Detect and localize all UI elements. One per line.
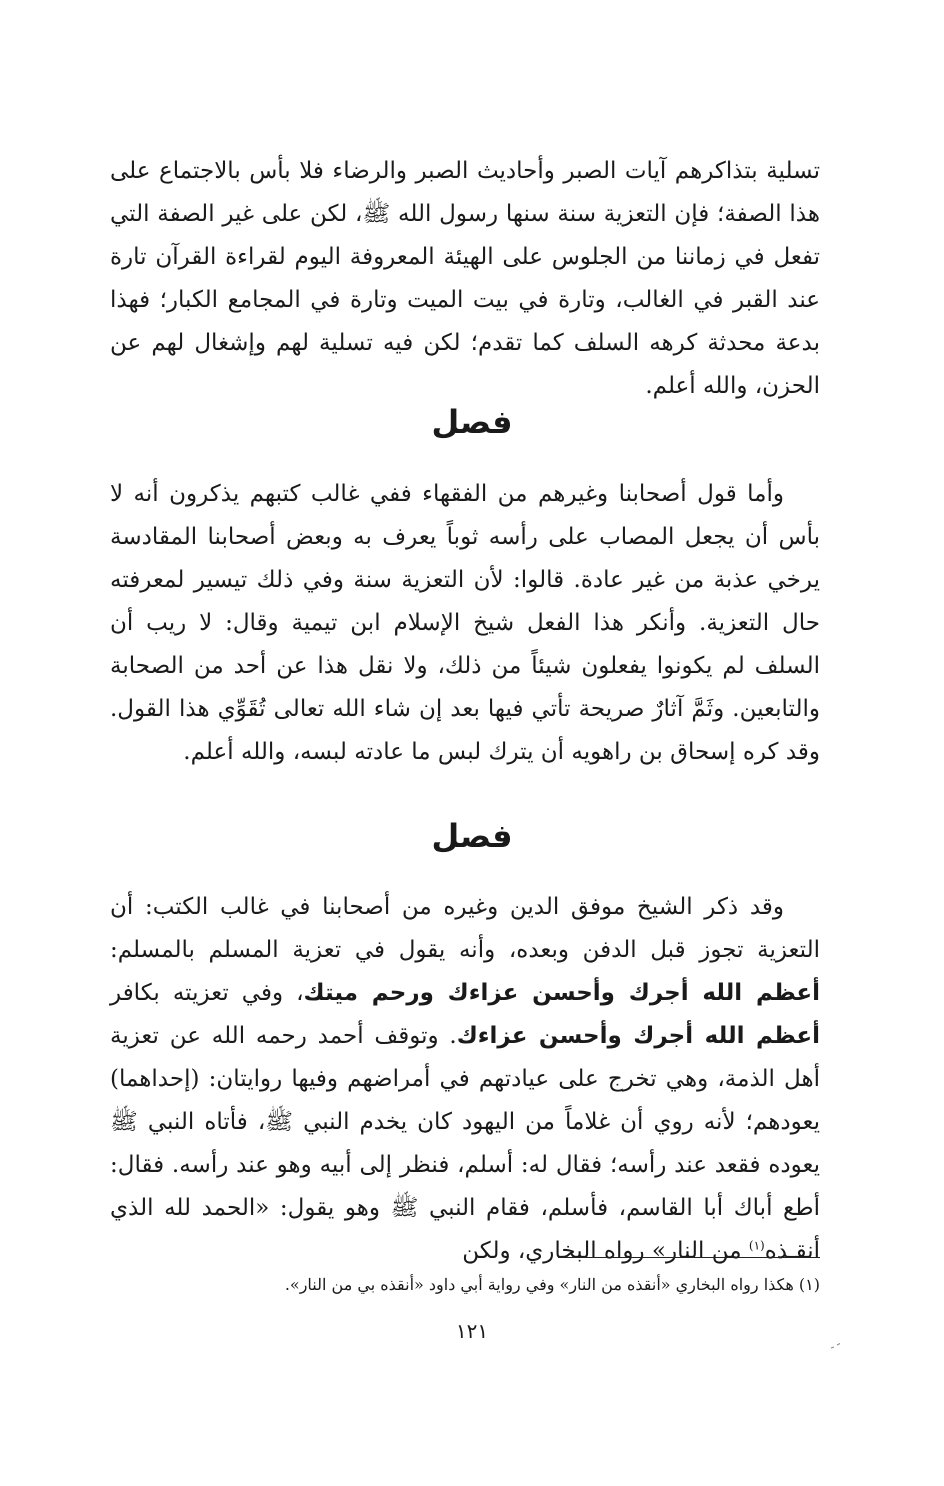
section-heading-1: فصل <box>431 403 513 441</box>
condolence-formula-muslim: أعظم الله أجرك وأحسن عزاءك ورحم ميتك <box>303 980 820 1006</box>
footnote-reference: (١) <box>748 1238 765 1253</box>
paragraph-3-part-3: . وتوقف أحمد رحمه الله عن تعزية أهل الذمة، وهي تخرج على عيادتهم في أمراضهم وفيها روايتان: (إحداهما) يعودهم؛ لأنه روي أن غلاماً من اليهود كان يخدم النبي ﷺ، فأتاه النبي ﷺ يعوده فقعد عند رأسه؛ فقال له: أسلم، فنظر إلى أبيه وهو عند رأسه. فقال: أطع أباك أبا القاسم، فأسلم، فقام النبي ﷺ وهو يقول: «الحمد لله الذي أنقـذه <box>110 1023 820 1264</box>
paragraph-3 <box>110 886 820 1273</box>
paragraph-2 <box>110 473 820 774</box>
paragraph-3-part-1: وقد ذكر الشيخ موفق الدين وغيره من أصحابنا في غالب الكتب: أن التعزية تجوز قبل الدفن وبعده، وأنه يقول في تعزية المسلم بالمسلم: <box>110 894 820 963</box>
paragraph-1-text: تسلية بتذاكرهم آيات الصبر وأحاديث الصبر والرضاء فلا بأس بالاجتماع على هذا الصفة؛ فإن التعزية سنة سنها رسول الله ﷺ، لكن على غير الصفة التي تفعل في زماننا من الجلوس على الهيئة المعروفة اليوم لقراءة القرآن تارة عند القبر في الغالب، وتارة في بيت الميت وتارة في المجامع الكبار؛ فهذا بدعة محدثة كرهه السلف كما تقدم؛ لكن فيه تسلية لهم وإشغال لهم عن الحزن، والله أعلم. <box>110 158 820 399</box>
section-heading-2: فصل <box>431 817 513 855</box>
paragraph-3-text <box>110 886 820 1273</box>
paragraph-2-text: وأما قول أصحابنا وغيرهم من الفقهاء ففي غالب كتبهم يذكرون أنه لا بأس أن يجعل المصاب على رأسه ثوباً يعرف به وبعض أصحابنا المقادسة يرخي عذبة من غير عادة. قالوا: لأن التعزية سنة وفي ذلك تيسير لمعرفته حال التعزية. وأنكر هذا الفعل شيخ الإسلام ابن تيمية وقال: لا ريب أن السلف لم يكونوا يفعلون شيئاً من ذلك، ولا نقل هذا عن أحد من الصحابة والتابعين. وثَمَّ آثارٌ صريحة تأتي فيها بعد إن شاء الله تعالى تُقَوِّي هذا القول. وقد كره إسحاق بن راهويه أن يترك لبس ما عادته لبسه، والله أعلم. <box>110 481 820 765</box>
paragraph-1 <box>110 150 820 408</box>
condolence-formula-kafir: أعظم الله أجرك وأحسن عزاءك <box>456 1023 821 1049</box>
paragraph-3-part-4: من النار» رواه البخاري، ولكن <box>462 1238 749 1264</box>
scan-speck-mark <box>830 1343 842 1349</box>
paragraph-3-part-2: ، وفي تعزيته بكافر <box>110 980 304 1006</box>
footnote-separator <box>558 1257 820 1258</box>
page-number: ١٢١ <box>455 1319 489 1343</box>
footnote: (١) هكذا رواه البخاري «أنقذه من النار» وفي رواية أبي داود «أنقذه بي من النار». <box>284 1275 820 1294</box>
